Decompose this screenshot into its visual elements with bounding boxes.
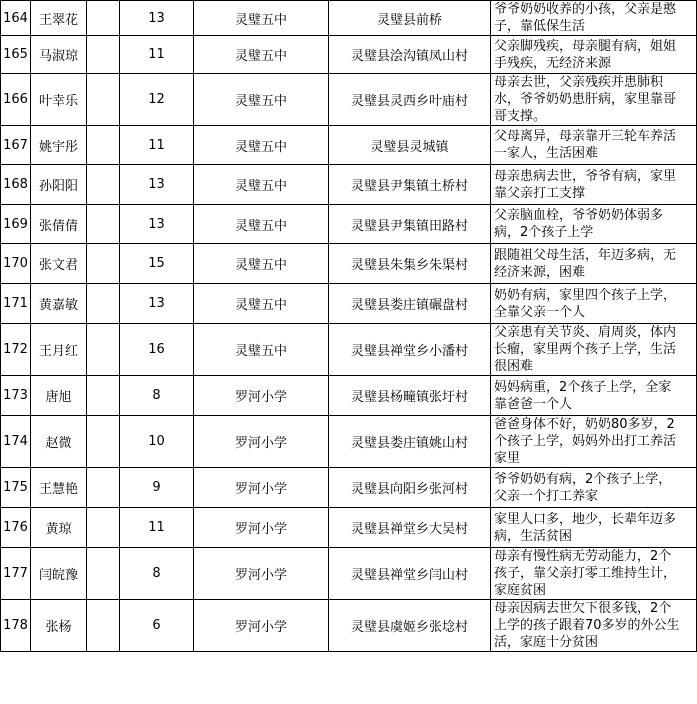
reason-line: 母亲患病去世，爷爷有病，家里 [494, 168, 677, 184]
age-cell: 8 [120, 548, 194, 600]
no-cell: 175 [1, 468, 31, 508]
table-row [1, 74, 697, 126]
no-cell: 166 [1, 74, 31, 126]
reason-cell [491, 1, 697, 36]
reason-line: 母亲有慢性病无劳动能力，2个 [494, 549, 672, 564]
reason-line: 孩子，靠父亲打零工维持生计， [494, 566, 677, 581]
name-cell: 王月红 [31, 324, 87, 376]
school-cell: 灵璧五中 [194, 36, 329, 74]
reason-line: 全靠父亲一个人 [494, 304, 586, 320]
reason-line: 爷爷奶奶有病，2个孩子上学， [494, 471, 672, 487]
table-row [1, 244, 697, 284]
table-row [1, 165, 697, 205]
table-row [1, 324, 697, 376]
blank-cell [87, 205, 120, 244]
age-cell: 16 [120, 324, 194, 376]
reason-line: 病，2个孩子上学 [494, 225, 594, 240]
reason-line: 妈妈病重，2个孩子上学，全家 [494, 379, 672, 395]
reason-line: 奶奶有病，家里四个孩子上学， [494, 287, 677, 303]
name-cell: 王慧艳 [31, 468, 87, 508]
blank-cell [87, 284, 120, 324]
reason-line: 水，爷爷奶奶患肝病，家里靠哥 [494, 92, 677, 107]
table-row [1, 468, 697, 508]
reason-line: 家庭贫困 [494, 583, 547, 598]
table-row [1, 126, 697, 165]
reason-line: 父亲脑血栓，爷爷奶奶体弱多 [494, 208, 664, 223]
blank-cell [87, 324, 120, 376]
reason-line: 很困难 [494, 359, 534, 374]
no-cell: 171 [1, 284, 31, 324]
no-cell: 165 [1, 36, 31, 74]
reason-line: 父亲一个打工养家 [494, 488, 599, 504]
reason-line: 家里人口多，地少，长辈年迈多 [494, 511, 677, 527]
no-cell: 164 [1, 1, 31, 36]
reason-line: 家里 [494, 451, 521, 466]
reason-line: 靠父亲打工支撑 [494, 185, 586, 201]
blank-cell [87, 244, 120, 284]
table-row [1, 205, 697, 244]
table-row [1, 284, 697, 324]
table-row [1, 548, 697, 600]
reason-line: 哥支撑。 [494, 109, 547, 124]
name-cell: 黄琼 [31, 508, 87, 548]
reason-cell [491, 324, 697, 376]
address-cell: 灵璧县前桥 [329, 1, 491, 36]
age-cell: 11 [120, 126, 194, 165]
reason-cell [491, 205, 697, 244]
reason-line: 爷爷奶奶收养的小孩，父亲是憨 [494, 2, 677, 17]
school-cell: 罗河小学 [194, 376, 329, 416]
address-cell: 灵璧县尹集镇土桥村 [329, 165, 491, 205]
blank-cell [87, 468, 120, 508]
name-cell: 黄嘉敏 [31, 284, 87, 324]
school-cell: 灵璧五中 [194, 165, 329, 205]
reason-cell [491, 600, 697, 652]
blank-cell [87, 126, 120, 165]
blank-cell [87, 548, 120, 600]
age-cell: 8 [120, 376, 194, 416]
school-cell: 罗河小学 [194, 416, 329, 468]
age-cell: 13 [120, 1, 194, 36]
reason-line: 手残疾，无经济来源 [494, 55, 612, 71]
age-cell: 9 [120, 468, 194, 508]
address-cell: 灵璧县灵西乡叶庙村 [329, 74, 491, 126]
name-cell: 姚宇彤 [31, 126, 87, 165]
table-row [1, 36, 697, 74]
no-cell: 169 [1, 205, 31, 244]
reason-line: 母亲去世，父亲残疾并患肺积 [494, 75, 664, 90]
name-cell: 唐旭 [31, 376, 87, 416]
reason-cell [491, 468, 697, 508]
reason-line: 上学的孩子跟着70多岁的外公生 [494, 618, 680, 633]
table-row [1, 376, 697, 416]
reason-line: 一家人，生活困难 [494, 146, 599, 161]
school-cell: 灵璧五中 [194, 284, 329, 324]
blank-cell [87, 600, 120, 652]
no-cell: 170 [1, 244, 31, 284]
age-cell: 11 [120, 36, 194, 74]
reason-line: 爸爸身体不好，奶奶80多岁，2 [494, 417, 675, 432]
blank-cell [87, 74, 120, 126]
name-cell: 张杨 [31, 600, 87, 652]
table-row [1, 1, 697, 36]
age-cell: 13 [120, 205, 194, 244]
blank-cell [87, 508, 120, 548]
no-cell: 168 [1, 165, 31, 205]
name-cell: 赵微 [31, 416, 87, 468]
age-cell: 15 [120, 244, 194, 284]
reason-line: 病，生活贫困 [494, 528, 573, 544]
reason-line: 经济来源，困难 [494, 264, 586, 280]
name-cell: 马淑琼 [31, 36, 87, 74]
address-cell: 灵璧县禅堂乡闫山村 [329, 548, 491, 600]
table-row [1, 508, 697, 548]
age-cell: 11 [120, 508, 194, 548]
age-cell: 13 [120, 165, 194, 205]
name-cell: 闫皖豫 [31, 548, 87, 600]
school-cell: 罗河小学 [194, 600, 329, 652]
address-cell: 灵璧县禅堂乡小潘村 [329, 324, 491, 376]
blank-cell [87, 36, 120, 74]
no-cell: 167 [1, 126, 31, 165]
address-cell: 灵璧县娄庄镇姚山村 [329, 416, 491, 468]
age-cell: 6 [120, 600, 194, 652]
address-cell: 灵璧县杨疃镇张圩村 [329, 376, 491, 416]
reason-cell [491, 74, 697, 126]
reason-cell [491, 36, 697, 74]
address-cell: 灵璧县虞姬乡张埝村 [329, 600, 491, 652]
age-cell: 12 [120, 74, 194, 126]
reason-line: 子，靠低保生活 [494, 19, 586, 34]
reason-line: 个孩子上学，妈妈外出打工养活 [494, 434, 677, 449]
address-cell: 灵璧县浍沟镇凤山村 [329, 36, 491, 74]
reason-cell [491, 416, 697, 468]
reason-cell [491, 284, 697, 324]
reason-line: 父母离异，母亲靠开三轮车养活 [494, 129, 677, 144]
table-row [1, 600, 697, 652]
blank-cell [87, 165, 120, 205]
name-cell: 叶幸乐 [31, 74, 87, 126]
reason-line: 跟随祖父母生活，年迈多病，无 [494, 247, 677, 263]
school-cell: 灵璧五中 [194, 74, 329, 126]
name-cell: 孙阳阳 [31, 165, 87, 205]
school-cell: 灵璧五中 [194, 324, 329, 376]
reason-line: 父亲患有关节炎、肩周炎，体内 [494, 325, 677, 340]
address-cell: 灵璧县向阳乡张河村 [329, 468, 491, 508]
reason-cell [491, 126, 697, 165]
no-cell: 176 [1, 508, 31, 548]
school-cell: 灵璧五中 [194, 205, 329, 244]
no-cell: 172 [1, 324, 31, 376]
reason-line: 母亲因病去世欠下很多钱，2个 [494, 601, 672, 616]
reason-cell [491, 508, 697, 548]
school-cell: 灵璧五中 [194, 1, 329, 36]
no-cell: 174 [1, 416, 31, 468]
school-cell: 灵璧五中 [194, 244, 329, 284]
reason-line: 长瘤，家里两个孩子上学，生活 [494, 342, 677, 357]
blank-cell [87, 416, 120, 468]
name-cell: 张倩倩 [31, 205, 87, 244]
reason-line: 靠爸爸一个人 [494, 396, 573, 412]
name-cell: 王翠花 [31, 1, 87, 36]
school-cell: 罗河小学 [194, 468, 329, 508]
reason-cell [491, 376, 697, 416]
school-cell: 灵璧五中 [194, 126, 329, 165]
no-cell: 177 [1, 548, 31, 600]
address-cell: 灵璧县灵城镇 [329, 126, 491, 165]
address-cell: 灵璧县禅堂乡大吴村 [329, 508, 491, 548]
reason-cell [491, 244, 697, 284]
reason-line: 父亲脚残疾，母亲腿有病，姐姐 [494, 38, 677, 54]
address-cell: 灵璧县朱集乡朱渠村 [329, 244, 491, 284]
school-cell: 罗河小学 [194, 548, 329, 600]
blank-cell [87, 1, 120, 36]
reason-cell [491, 165, 697, 205]
school-cell: 罗河小学 [194, 508, 329, 548]
address-cell: 灵璧县尹集镇田路村 [329, 205, 491, 244]
table-row [1, 416, 697, 468]
reason-cell [491, 548, 697, 600]
reason-line: 活，家庭十分贫困 [494, 635, 599, 650]
address-cell: 灵璧县娄庄镇碾盘村 [329, 284, 491, 324]
name-cell: 张文君 [31, 244, 87, 284]
blank-cell [87, 376, 120, 416]
age-cell: 10 [120, 416, 194, 468]
no-cell: 178 [1, 600, 31, 652]
age-cell: 13 [120, 284, 194, 324]
no-cell: 173 [1, 376, 31, 416]
table-body [1, 1, 697, 652]
